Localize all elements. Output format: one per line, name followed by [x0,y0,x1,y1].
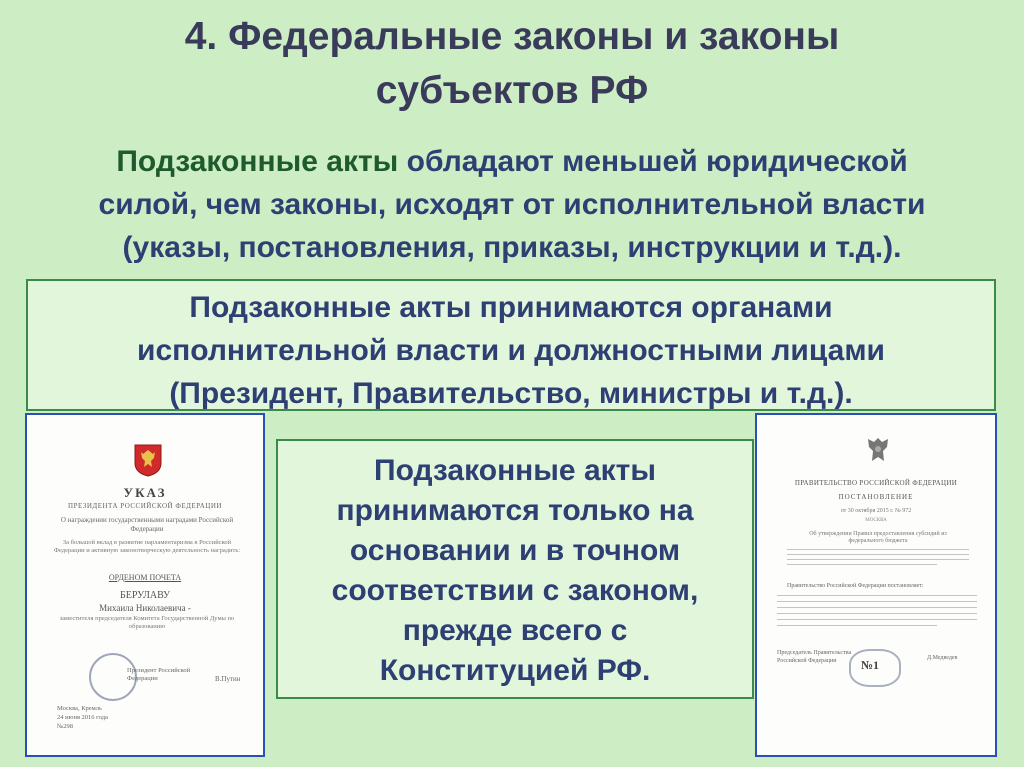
decree-date: 24 июня 2016 года [57,714,108,721]
resolution-stamp-number: №1 [861,658,880,672]
resolution-text-line [777,607,977,608]
decree-recipient-surname: БЕРУЛАВУ [119,590,171,601]
resolution-subheading: ПОСТАНОВЛЕНИЕ [838,493,914,501]
resolution-text-line [777,625,937,626]
eagle-emblem-icon [863,435,893,467]
decree-recipient-post: заместителя председателя Комитета Государственной Думы по образованию [59,615,235,630]
lead-line-3: (указы, постановления, приказы, инструкции и т.д.). [122,231,902,264]
decree-number: №298 [57,723,73,730]
title-line-2: субъектов РФ [375,69,649,112]
resolution-date: от 30 октября 2015 г. № 972 [840,508,912,514]
lead-line-1-rest: обладают меньшей юридической [398,145,908,178]
government-resolution-image [755,413,997,757]
resolution-text-line [777,595,977,596]
box2-line-4: соответствии с законом, [331,574,699,607]
lead-emphasis: Подзаконные акты [116,145,399,178]
resolution-text-line [777,619,977,620]
decree-basis: За большой вклад в развитие парламентаризма в Российской Федерации и активную законотворческую деятельность наградить: [53,539,241,554]
decree-heading: УКАЗ [123,485,167,500]
title-line-1: 4. Федеральные законы и законы [184,15,840,58]
box2-line-2: принимаются только на [336,494,694,527]
resolution-text-line [787,559,969,560]
decree-signer-name: В.Путин [215,675,241,683]
resolution-city: МОСКВА [865,518,887,523]
resolution-text-line [777,613,977,614]
box2-line-1: Подзаконные акты [374,454,656,487]
resolution-signer-name: Д.Медведев [927,655,958,661]
resolution-decides: Правительство Российской Федерации постановляет: [787,583,924,589]
decree-subject: О награждении государственными наградами Российской Федерации [60,516,234,533]
box1-line-2: исполнительной власти и должностными лицами [137,334,885,367]
decree-place: Москва, Кремль [57,705,102,712]
presidential-decree-image [25,413,265,757]
lead-line-1 [20,140,1004,183]
resolution-subject: Об утверждении Правил предоставления субсидий из федерального бюджета [809,531,947,544]
box1-line-3: (Президент, Правительство, министры и т.д.). [169,377,853,410]
coat-of-arms-icon [133,443,163,477]
resolution-heading: ПРАВИТЕЛЬСТВО РОССИЙСКОЙ ФЕДЕРАЦИИ [794,479,958,487]
box2-line-3: основании и в точном [349,534,681,567]
box2-line-6: Конституцией РФ. [379,654,651,687]
resolution-text-line [777,601,977,602]
decree-award: ОРДЕНОМ ПОЧЕТА [108,573,182,582]
decree-recipient-name: Михаила Николаевича - [99,603,191,613]
constitution-box [276,439,754,699]
decree-subheading: ПРЕЗИДЕНТА РОССИЙСКОЙ ФЕДЕРАЦИИ [68,502,222,510]
lead-paragraph [20,140,1004,269]
resolution-text-line [787,554,969,555]
lead-line-2: силой, чем законы, исходят от исполнительной власти [98,188,926,221]
box2-line-5: прежде всего с [402,614,628,647]
decree-signer-title: Президент Российской Федерации [127,667,191,682]
resolution-text-line [787,564,937,565]
slide-title [0,10,1024,118]
resolution-signer-title: Председатель Правительства Российской Федерации [777,650,852,664]
executive-bodies-box [26,279,996,411]
box1-line-1: Подзаконные акты принимаются органами [189,291,833,324]
resolution-text-line [787,549,969,550]
